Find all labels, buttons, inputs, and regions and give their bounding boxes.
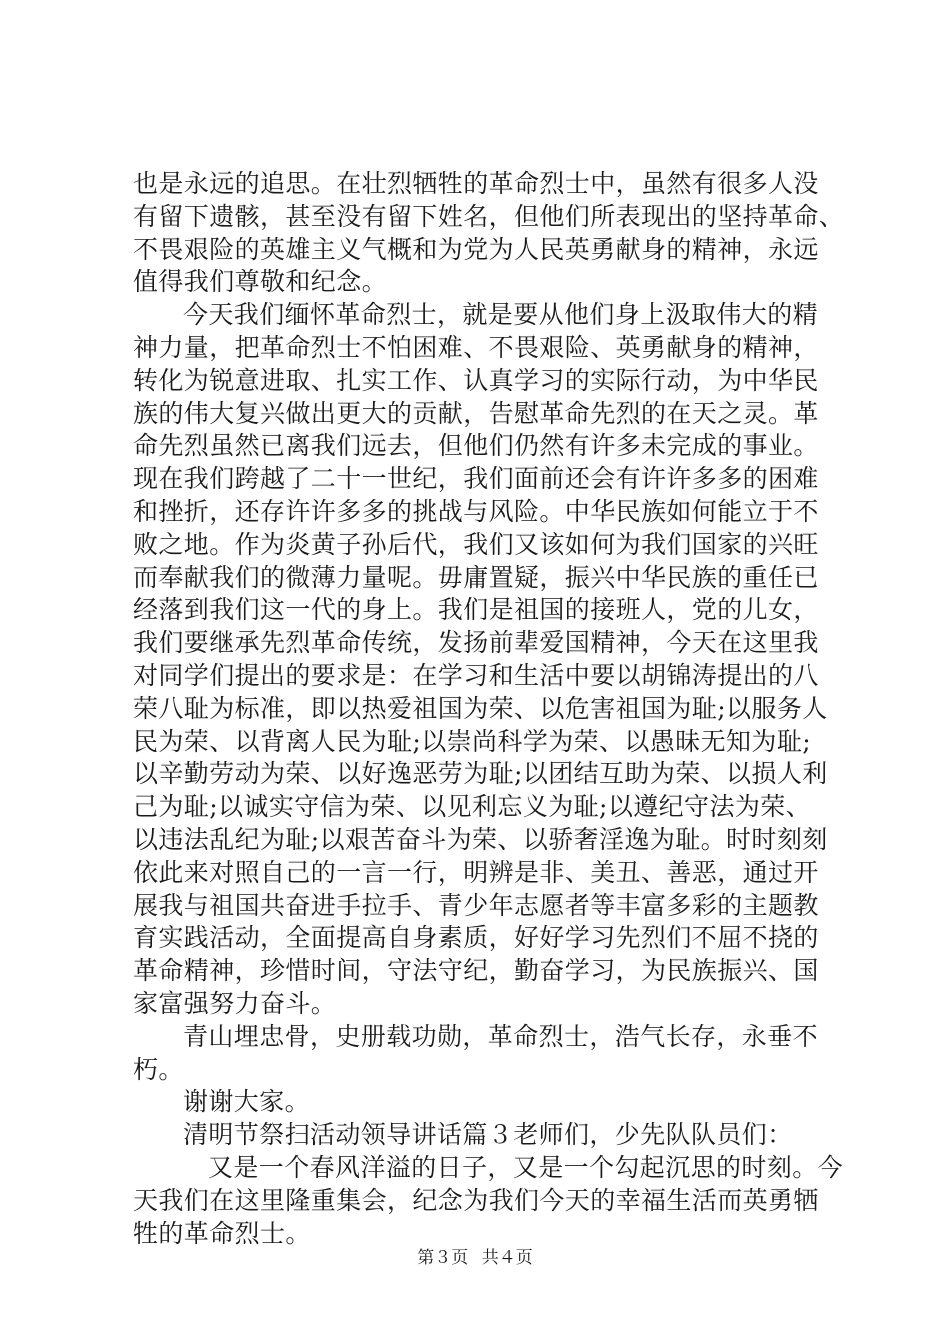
text-line: 现在我们跨越了二十一世纪，我们面前还会有许许多多的困难 bbox=[133, 464, 819, 494]
text-line: 己为耻;以诚实守信为荣、以见利忘义为耻;以遵纪守法为荣、 bbox=[133, 792, 812, 822]
text-line: 也是永远的追思。在壮烈牺牲的革命烈士中，虽然有很多人没 bbox=[133, 169, 819, 198]
text-line: 以违法乱纪为耻;以艰苦奋斗为荣、以骄奢淫逸为耻。时时刻刻 bbox=[133, 824, 828, 854]
text-line: 朽。 bbox=[133, 1054, 184, 1084]
text-line: 家富强努力奋斗。 bbox=[133, 988, 337, 1018]
page-footer bbox=[0, 1243, 950, 1268]
page-number-total: 共４页 bbox=[481, 1248, 533, 1268]
text-line: 对同学们提出的要求是：在学习和生活中要以胡锦涛提出的八 bbox=[133, 660, 819, 690]
section-heading: 清明节祭扫活动领导讲话篇３老师们，少先队队员们： bbox=[183, 1120, 793, 1150]
text-line: 经落到我们这一代的身上。我们是祖国的接班人，党的儿女， bbox=[133, 595, 819, 625]
text-line: 天我们在这里隆重集会，纪念为我们今天的幸福生活而英勇牺 bbox=[133, 1185, 819, 1215]
text-line: 而奉献我们的微薄力量呢。毋庸置疑，振兴中华民族的重任已 bbox=[133, 562, 819, 592]
text-line: 依此来对照自己的一言一行，明辨是非、美丑、善恶，通过开 bbox=[133, 857, 819, 887]
text-line: 值得我们尊敬和纪念。 bbox=[133, 267, 388, 297]
text-line: 不畏艰险的英雄主义气概和为党为人民英勇献身的精神，永远 bbox=[133, 234, 819, 264]
page-number-current: 第３页 bbox=[417, 1248, 469, 1268]
text-line: 荣八耻为标准，即以热爱祖国为荣、以危害祖国为耻;以服务人 bbox=[133, 693, 828, 723]
text-line: 展我与祖国共奋进手拉手、青少年志愿者等丰富多彩的主题教 bbox=[133, 890, 819, 920]
document-body bbox=[133, 168, 845, 1250]
text-line: 和挫折，还存许许多多的挑战与风险。中华民族如何能立于不 bbox=[133, 496, 819, 526]
text-line: 革命精神，珍惜时间，守法守纪，勤奋学习，为民族振兴、国 bbox=[133, 956, 819, 986]
paragraph-start: 又是一个春风洋溢的日子，又是一个勾起沉思的时刻。今 bbox=[208, 1152, 844, 1182]
text-line: 民为荣、以背离人民为耻;以崇尚科学为荣、以愚昧无知为耻; bbox=[133, 726, 812, 756]
text-line: 牲的革命烈士。 bbox=[133, 1218, 311, 1248]
paragraph-start: 青山埋忠骨，史册载功勋，革命烈士，浩气长存，永垂不 bbox=[183, 1021, 819, 1051]
paragraph-start: 今天我们缅怀革命烈士，就是要从他们身上汲取伟大的精 bbox=[183, 300, 819, 330]
text-line: 族的伟大复兴做出更大的贡献，告慰革命先烈的在天之灵。革 bbox=[133, 398, 819, 428]
text-line: 转化为锐意进取、扎实工作、认真学习的实际行动，为中华民 bbox=[133, 365, 819, 395]
text-line: 育实践活动，全面提高自身素质，好好学习先烈们不屈不挠的 bbox=[133, 923, 819, 953]
text-line: 命先烈虽然已离我们远去，但他们仍然有许多未完成的事业。 bbox=[133, 431, 819, 461]
paragraph-start: 谢谢大家。 bbox=[183, 1087, 311, 1117]
text-line: 神力量，把革命烈士不怕困难、不畏艰险、英勇献身的精神， bbox=[133, 332, 819, 362]
text-line: 我们要继承先烈革命传统，发扬前辈爱国精神，今天在这里我 bbox=[133, 628, 819, 658]
text-line: 败之地。作为炎黄子孙后代，我们又该如何为我们国家的兴旺 bbox=[133, 529, 819, 559]
text-line: 以辛勤劳动为荣、以好逸恶劳为耻;以团结互助为荣、以损人利 bbox=[133, 759, 828, 789]
text-line: 有留下遗骸，甚至没有留下姓名，但他们所表现出的坚持革命、 bbox=[133, 201, 845, 231]
